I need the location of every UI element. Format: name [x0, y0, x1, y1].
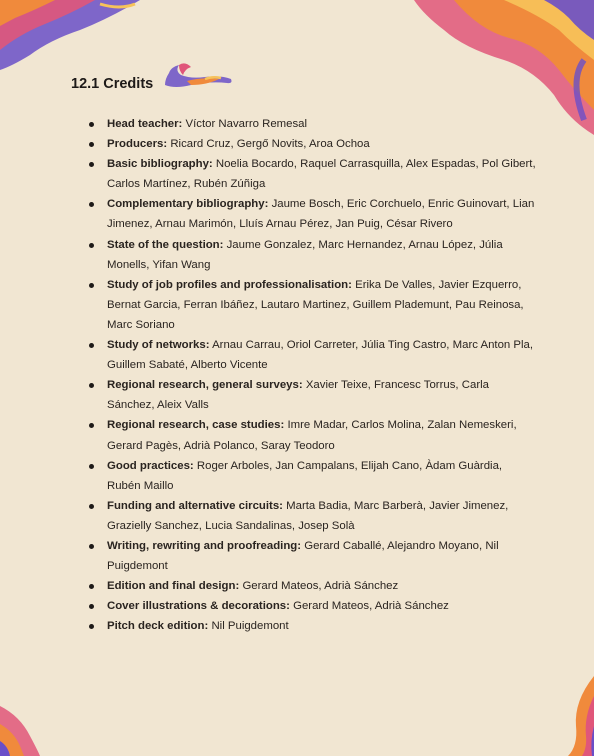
credit-names: Imre Madar, Carlos Molina, Zalan Nemeskeri, Gerard Pagès, Adrià Polanco, Saray Teodoro [107, 419, 517, 452]
decoration-bottom-left [0, 696, 50, 756]
credit-role: Edition and final design: [107, 580, 240, 593]
credit-item [88, 375, 538, 415]
credit-role: Study of networks: [107, 339, 210, 352]
credit-item [88, 335, 538, 375]
swirl-decoration-icon [161, 59, 233, 97]
credit-role: Good practices: [107, 459, 194, 472]
credit-item [88, 536, 538, 576]
credit-role: Head teacher: [107, 118, 183, 130]
credit-names: Xavier Teixe, Francesc Torrus, Carla Sánchez, Aleix Valls [107, 379, 489, 412]
credit-item [88, 194, 538, 234]
decoration-bottom-right [554, 676, 594, 756]
credit-role: Writing, rewriting and proofreading: [107, 539, 302, 552]
credit-item [88, 235, 538, 275]
credit-item [88, 496, 538, 536]
credit-names: Nil Puigdemont [211, 620, 289, 633]
credit-item [88, 275, 538, 335]
credit-names: Arnau Carrau, Oriol Carreter, Júlia Ting Castro, Marc Anton Pla, Guillem Sabaté, Alberto Vicente [107, 339, 534, 372]
credit-names: Gerard Mateos, Adrià Sánchez [242, 580, 399, 593]
credit-item [88, 596, 538, 616]
credit-item [88, 616, 538, 636]
credit-role: State of the question: [107, 238, 224, 251]
credit-names: Erika De Valles, Javier Ezquerro, Bernat Garcia, Ferran Ibáñez, Lautaro Martinez, Guillem Plademunt, Pau Reinosa, Marc Soriano [107, 278, 524, 331]
credit-role: Basic bibliography: [107, 158, 213, 171]
credit-names: Víctor Navarro Remesal [185, 118, 308, 130]
credit-names: Jaume Gonzalez, Marc Hernandez, Arnau López, Júlia Monells, Yifan Wang [107, 238, 503, 271]
credit-role: Pitch deck edition: [107, 620, 209, 633]
credit-role: Funding and alternative circuits: [107, 499, 283, 512]
credit-names: Roger Arboles, Jan Campalans, Elijah Cano, Àdam Guàrdia, Rubén Maillo [107, 459, 503, 492]
credit-role: Regional research, general surveys: [107, 379, 303, 392]
credit-names: Gerard Caballé, Alejandro Moyano, Nil Puigdemont [107, 539, 499, 573]
decoration-top-left [0, 0, 150, 70]
credit-role: Regional research, case studies: [107, 419, 285, 432]
credit-item [88, 154, 538, 194]
page-title: 12.1 Credits [71, 76, 154, 92]
credit-role: Complementary bibliography: [107, 198, 269, 211]
credit-item [88, 456, 538, 496]
credit-names: Marta Badia, Marc Barberà, Javier Jimenez, Grazielly Sanchez, Lucia Sandalinas, Josep Solà [107, 499, 509, 532]
credit-role: Cover illustrations & decorations: [107, 600, 290, 613]
credit-item [88, 114, 538, 134]
credit-role: Study of job profiles and professionalisation: [107, 278, 352, 291]
credit-names: Jaume Bosch, Eric Corchuelo, Enric Guinovart, Lian Jimenez, Arnau Marimón, Lluís Arnau Pérez, Jan Puig, César Rivero [107, 198, 535, 231]
page-title-row [71, 71, 233, 97]
credit-names: Noelia Bocardo, Raquel Carrasquilla, Alex Espadas, Pol Gibert, Carlos Martínez, Rubén Zúñiga [107, 158, 536, 191]
credit-item [88, 134, 538, 154]
credits-list [88, 114, 538, 636]
credit-role: Producers: [107, 138, 168, 151]
credit-item [88, 576, 538, 596]
credit-item [88, 415, 538, 455]
credit-names: Gerard Mateos, Adrià Sánchez [293, 600, 449, 613]
credit-names: Ricard Cruz, Gergő Novits, Aroa Ochoa [170, 138, 370, 151]
